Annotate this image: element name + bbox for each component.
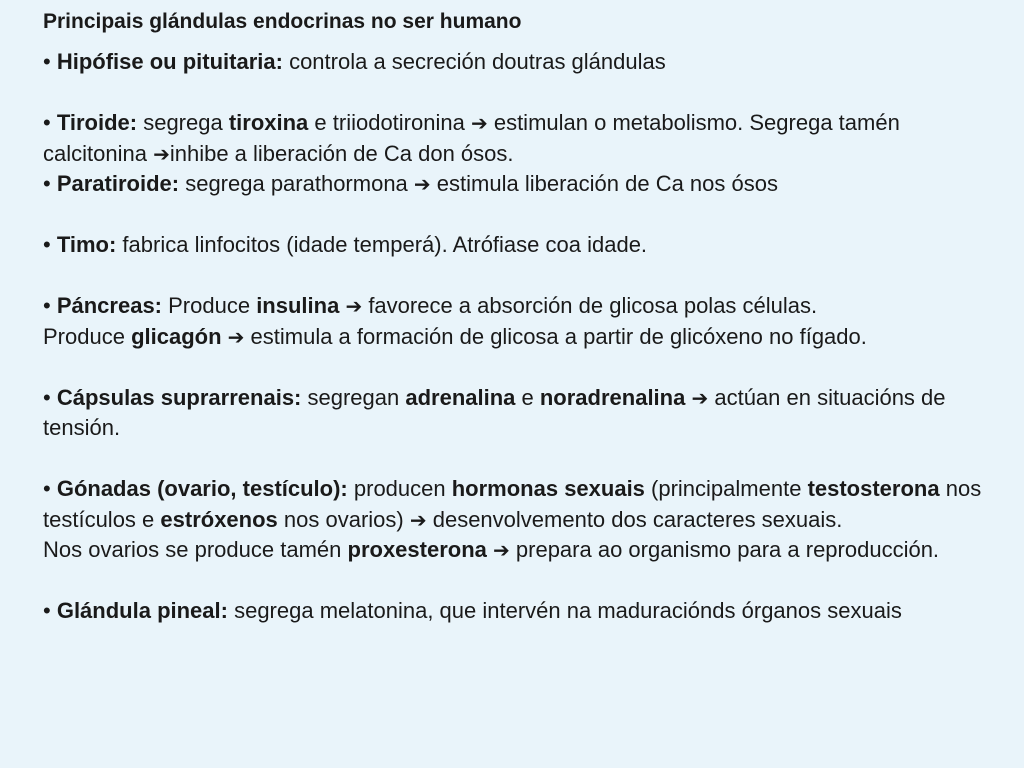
item-pineal [43,596,994,627]
bullet: • [43,598,51,623]
item-capsulas [43,383,994,444]
gland-text: fabrica linfocitos (idade temperá). Atrófiase coa idade. [116,232,648,257]
gland-text: nos testículos e [43,476,982,532]
gland-name: Tiroide: [56,110,138,135]
spacer [43,444,994,475]
slide-title: Principais glándulas endocrinas no ser humano [43,10,522,33]
arrow-icon: ➔ [153,141,170,166]
arrow-icon: ➔ [413,172,431,196]
gland-text: e triiodotironina [308,110,471,135]
spacer [43,566,994,597]
hormone-name: proxesterona [347,537,487,562]
hormone-name: noradrenalina [539,384,686,410]
item-gonadas-cont [43,535,994,566]
hormone-name: estróxenos [160,506,278,532]
arrow-icon: ➔ [227,324,245,349]
bullet: • [43,384,51,410]
hormone-name: tiroxina [228,110,309,135]
bullet: • [43,476,51,501]
slide-content [43,47,994,627]
item-timo [43,230,994,261]
gland-text: segrega [137,110,229,135]
gland-text: controla a secreción doutras glándulas [282,49,666,74]
gland-text: Nos ovarios se produce tamén [43,537,348,562]
gland-name: Paratiroide: [56,171,180,196]
bullet: • [43,110,51,135]
gland-text: desenvolvemento dos caracteres sexuais. [426,506,843,532]
gland-text: estimula liberación de Ca nos ósos [430,171,778,196]
gland-name: Cápsulas suprarrenais: [56,384,302,410]
arrow-icon: ➔ [691,385,709,410]
item-pancreas-cont [43,322,994,353]
arrow-icon: ➔ [493,538,510,562]
item-gonadas [43,474,994,535]
arrow-icon: ➔ [345,294,363,318]
hormone-name: glicagón [131,323,222,349]
spacer [43,200,994,231]
item-paratiroide [43,169,994,200]
bullet: • [43,49,51,74]
item-pancreas [43,291,994,322]
gland-text: estimula a formación de glicosa a partir de glicóxeno no fígado. [244,323,867,349]
hormone-name: adrenalina [405,384,516,410]
gland-text: favorece a absorción de glicosa polas células. [362,293,818,318]
gland-text: Produce [162,293,257,318]
gland-text: Produce [43,323,132,349]
hormone-name: hormonas sexuais [451,476,645,501]
gland-name: Gónadas (ovario, testículo): [56,476,348,501]
bullet: • [43,293,51,318]
spacer [43,261,994,292]
spacer [43,78,994,109]
arrow-icon: ➔ [470,111,488,135]
arrow-icon: ➔ [409,507,427,532]
gland-text: segregan [301,384,406,410]
gland-text: nos ovarios) [277,506,410,532]
gland-text: (principalmente [644,476,808,501]
bullet: • [43,232,51,257]
bullet: • [43,171,51,196]
gland-text: producen [347,476,452,501]
gland-name: Páncreas: [56,293,163,318]
gland-name: Hipófise ou pituitaria: [56,49,283,74]
gland-name: Timo: [56,232,117,257]
gland-text: inhibe a liberación de Ca don ósos. [169,140,514,166]
hormone-name: testosterona [807,476,940,501]
gland-text: actúan en situacións de tensión. [43,384,946,440]
spacer [43,352,994,383]
gland-text: segrega parathormona [179,171,414,196]
gland-text: estimulan o metabolismo. Segrega tamén calcitonina [43,110,900,166]
gland-text: segrega melatonina, que intervén na maduraciónds órganos sexuais [227,598,902,623]
gland-text: prepara ao organismo para a reproducción. [509,537,940,562]
hormone-name: insulina [256,293,340,318]
gland-text: e [515,384,540,410]
gland-name: Glándula pineal: [56,598,228,623]
item-tiroide [43,108,994,169]
item-hipofise [43,47,994,78]
